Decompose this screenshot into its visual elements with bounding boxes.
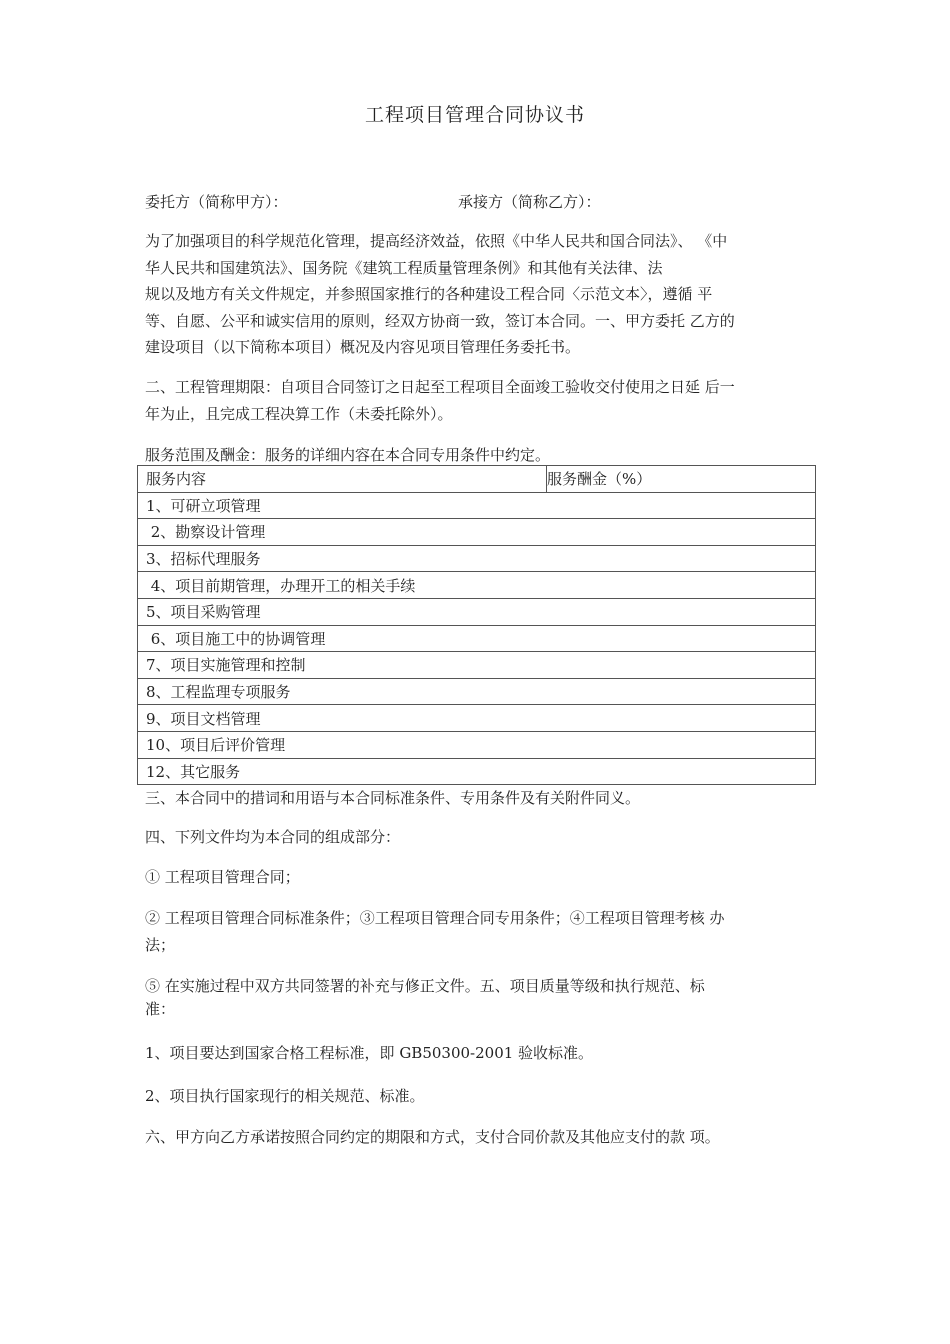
party-a-label: 委托方（简称甲方）： (145, 193, 288, 211)
document-item-1: ① 工程项目管理合同； (145, 868, 300, 886)
document-item-5-line-2: 准： (145, 1000, 176, 1018)
intro-line-1: 为了加强项目的科学规范化管理，提高经济效益，依照《中华人民共和国合同法》、 《中 (145, 232, 728, 250)
term-line-1: 二、工程管理期限：自项目合同签订之日起至工程项目全面竣工验收交付使用之日延 后一 (145, 378, 735, 396)
table-row (138, 572, 816, 599)
table-cell: 6、项目施工中的协调管理 (138, 625, 816, 652)
table-cell: 2、勘察设计管理 (138, 519, 816, 546)
table-row (138, 519, 816, 546)
scope-line: 服务范围及酬金：服务的详细内容在本合同专用条件中约定。 (145, 446, 551, 464)
table-cell: 5、项目采购管理 (138, 598, 816, 625)
document-item-2-line-1: ② 工程项目管理合同标准条件；③工程项目管理合同专用条件；④工程项目管理考核 办 (145, 909, 725, 927)
table-cell: 12、其它服务 (138, 758, 816, 785)
table-row (138, 731, 816, 758)
table-row (138, 625, 816, 652)
document-item-5-line-1: ⑤ 在实施过程中双方共同签署的补充与修正文件。五、项目质量等级和执行规范、标 (145, 977, 705, 995)
table-cell: 1、可研立项管理 (138, 492, 816, 519)
section-4: 四、下列文件均为本合同的组成部分： (145, 828, 401, 846)
header-service-content: 服务内容 (138, 466, 547, 493)
party-b-label: 承接方（简称乙方）： (458, 193, 601, 211)
table-row (138, 705, 816, 732)
document-title: 工程项目管理合同协议书 (364, 104, 585, 126)
intro-line-2: 华人民共和国建筑法》、国务院《建筑工程质量管理条例》和其他有关法律、法 (145, 259, 663, 277)
table-row (138, 678, 816, 705)
table-cell: 4、项目前期管理，办理开工的相关手续 (138, 572, 816, 599)
table-cell: 10、项目后评价管理 (138, 731, 816, 758)
table-row (138, 545, 816, 572)
document-item-2-line-2: 法； (145, 936, 176, 954)
intro-line-3: 规以及地方有关文件规定，并参照国家推行的各种建设工程合同〈示范文本〉，遵循 平 (145, 285, 713, 303)
intro-line-5: 建设项目（以下简称本项目）概况及内容见项目管理任务委托书。 (145, 338, 581, 356)
section-3: 三、本合同中的措词和用语与本合同标准条件、专用条件及有关附件同义。 (145, 789, 641, 807)
quality-item-2: 2、项目执行国家现行的相关规范、标准。 (145, 1087, 425, 1105)
table-row (138, 652, 816, 679)
quality-item-1: 1、项目要达到国家合格工程标准，即 GB50300-2001 验收标准。 (145, 1044, 594, 1062)
table-header-row (138, 466, 816, 493)
header-service-fee: 服务酬金（%） (547, 466, 816, 493)
section-6: 六、甲方向乙方承诺按照合同约定的期限和方式，支付合同价款及其他应支付的款 项。 (145, 1128, 720, 1146)
table-cell: 3、招标代理服务 (138, 545, 816, 572)
table-row (138, 758, 816, 785)
service-table (137, 465, 816, 785)
intro-line-4: 等、自愿、公平和诚实信用的原则，经双方协商一致，签订本合同。一、甲方委托 乙方的 (145, 312, 735, 330)
table-cell: 7、项目实施管理和控制 (138, 652, 816, 679)
table-cell: 9、项目文档管理 (138, 705, 816, 732)
term-line-2: 年为止，且完成工程决算工作（未委托除外）。 (145, 405, 453, 423)
table-row (138, 492, 816, 519)
table-row (138, 598, 816, 625)
table-cell: 8、工程监理专项服务 (138, 678, 816, 705)
parties-line (145, 191, 601, 212)
